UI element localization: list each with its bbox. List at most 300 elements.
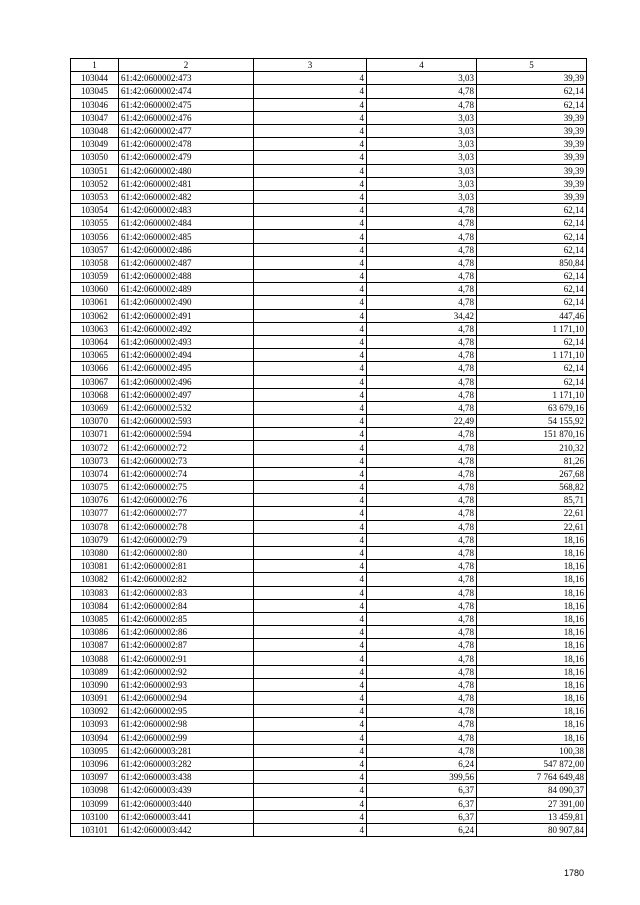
rate-cell: 4,78	[367, 481, 477, 494]
amount-cell: 18,16	[477, 652, 587, 665]
cadastral-number-cell: 61:42:0600002:77	[119, 507, 254, 520]
amount-cell: 62,14	[477, 270, 587, 283]
table-row	[71, 428, 587, 441]
row-number-cell: 103061	[71, 296, 119, 309]
rate-cell: 6,24	[367, 823, 477, 836]
cadastral-number-cell: 61:42:0600003:439	[119, 784, 254, 797]
category-cell: 4	[254, 72, 367, 85]
category-cell: 4	[254, 296, 367, 309]
row-number-cell: 103049	[71, 138, 119, 151]
rate-cell: 4,78	[367, 296, 477, 309]
category-cell: 4	[254, 810, 367, 823]
row-number-cell: 103096	[71, 757, 119, 770]
table-row	[71, 533, 587, 546]
row-number-cell: 103097	[71, 771, 119, 784]
category-cell: 4	[254, 375, 367, 388]
amount-cell: 80 907,84	[477, 823, 587, 836]
amount-cell: 39,39	[477, 72, 587, 85]
table-row	[71, 718, 587, 731]
rate-cell: 4,78	[367, 335, 477, 348]
table-row	[71, 98, 587, 111]
row-number-cell: 103051	[71, 164, 119, 177]
cadastral-number-cell: 61:42:0600002:532	[119, 401, 254, 414]
cadastral-number-cell: 61:42:0600002:80	[119, 546, 254, 559]
category-cell: 4	[254, 507, 367, 520]
amount-cell: 62,14	[477, 230, 587, 243]
category-cell: 4	[254, 744, 367, 757]
cadastral-number-cell: 61:42:0600002:497	[119, 388, 254, 401]
amount-cell: 22,61	[477, 520, 587, 533]
amount-cell: 18,16	[477, 731, 587, 744]
row-number-cell: 103076	[71, 494, 119, 507]
cadastral-number-cell: 61:42:0600002:477	[119, 124, 254, 137]
table-row	[71, 111, 587, 124]
category-cell: 4	[254, 256, 367, 269]
table-row	[71, 810, 587, 823]
row-number-cell: 103101	[71, 823, 119, 836]
category-cell: 4	[254, 401, 367, 414]
cadastral-number-cell: 61:42:0600002:482	[119, 190, 254, 203]
rate-cell: 4,78	[367, 217, 477, 230]
category-cell: 4	[254, 612, 367, 625]
category-cell: 4	[254, 138, 367, 151]
category-cell: 4	[254, 85, 367, 98]
row-number-cell: 103092	[71, 705, 119, 718]
amount-cell: 39,39	[477, 151, 587, 164]
amount-cell: 1 171,10	[477, 388, 587, 401]
table-row	[71, 705, 587, 718]
cadastral-number-cell: 61:42:0600002:480	[119, 164, 254, 177]
amount-cell: 39,39	[477, 138, 587, 151]
rate-cell: 4,78	[367, 230, 477, 243]
table-row	[71, 309, 587, 322]
cadastral-number-cell: 61:42:0600002:82	[119, 573, 254, 586]
cadastral-number-cell: 61:42:0600002:476	[119, 111, 254, 124]
amount-cell: 18,16	[477, 573, 587, 586]
cadastral-number-cell: 61:42:0600002:78	[119, 520, 254, 533]
table-row	[71, 322, 587, 335]
table-row	[71, 296, 587, 309]
amount-cell: 13 459,81	[477, 810, 587, 823]
category-cell: 4	[254, 692, 367, 705]
row-number-cell: 103088	[71, 652, 119, 665]
amount-cell: 850,84	[477, 256, 587, 269]
table-row	[71, 85, 587, 98]
cadastral-number-cell: 61:42:0600002:79	[119, 533, 254, 546]
category-cell: 4	[254, 98, 367, 111]
table-row	[71, 415, 587, 428]
table-row	[71, 190, 587, 203]
amount-cell: 62,14	[477, 375, 587, 388]
amount-cell: 62,14	[477, 243, 587, 256]
row-number-cell: 103094	[71, 731, 119, 744]
amount-cell: 7 764 649,48	[477, 771, 587, 784]
row-number-cell: 103052	[71, 177, 119, 190]
row-number-cell: 103048	[71, 124, 119, 137]
rate-cell: 4,78	[367, 362, 477, 375]
table-body	[71, 59, 587, 837]
rate-cell: 4,78	[367, 718, 477, 731]
category-cell: 4	[254, 428, 367, 441]
column-header: 5	[477, 59, 587, 72]
cadastral-number-cell: 61:42:0600002:486	[119, 243, 254, 256]
amount-cell: 18,16	[477, 639, 587, 652]
rate-cell: 4,78	[367, 731, 477, 744]
category-cell: 4	[254, 243, 367, 256]
category-cell: 4	[254, 204, 367, 217]
table-header-row	[71, 59, 587, 72]
category-cell: 4	[254, 784, 367, 797]
cadastral-number-cell: 61:42:0600002:95	[119, 705, 254, 718]
amount-cell: 62,14	[477, 98, 587, 111]
row-number-cell: 103074	[71, 467, 119, 480]
rate-cell: 3,03	[367, 72, 477, 85]
amount-cell: 18,16	[477, 665, 587, 678]
amount-cell: 39,39	[477, 190, 587, 203]
table-row	[71, 151, 587, 164]
row-number-cell: 103066	[71, 362, 119, 375]
column-header: 2	[119, 59, 254, 72]
row-number-cell: 103060	[71, 283, 119, 296]
rate-cell: 6,24	[367, 757, 477, 770]
rate-cell: 4,78	[367, 428, 477, 441]
cadastral-number-cell: 61:42:0600002:483	[119, 204, 254, 217]
row-number-cell: 103080	[71, 546, 119, 559]
category-cell: 4	[254, 520, 367, 533]
table-row	[71, 520, 587, 533]
category-cell: 4	[254, 415, 367, 428]
table-row	[71, 362, 587, 375]
row-number-cell: 103047	[71, 111, 119, 124]
table-row	[71, 757, 587, 770]
table-row	[71, 230, 587, 243]
cadastral-number-cell: 61:42:0600003:281	[119, 744, 254, 757]
table-row	[71, 731, 587, 744]
table-row	[71, 626, 587, 639]
category-cell: 4	[254, 362, 367, 375]
category-cell: 4	[254, 665, 367, 678]
category-cell: 4	[254, 757, 367, 770]
row-number-cell: 103056	[71, 230, 119, 243]
table-row	[71, 784, 587, 797]
rate-cell: 4,78	[367, 705, 477, 718]
table-row	[71, 388, 587, 401]
amount-cell: 62,14	[477, 335, 587, 348]
category-cell: 4	[254, 441, 367, 454]
table-row	[71, 639, 587, 652]
cadastral-number-cell: 61:42:0600002:75	[119, 481, 254, 494]
row-number-cell: 103044	[71, 72, 119, 85]
amount-cell: 18,16	[477, 599, 587, 612]
table-row	[71, 744, 587, 757]
rate-cell: 4,78	[367, 401, 477, 414]
table-row	[71, 573, 587, 586]
table-row	[71, 124, 587, 137]
amount-cell: 62,14	[477, 362, 587, 375]
rate-cell: 4,78	[367, 573, 477, 586]
category-cell: 4	[254, 678, 367, 691]
rate-cell: 4,78	[367, 283, 477, 296]
page-number: 1780	[563, 868, 584, 878]
cadastral-number-cell: 61:42:0600002:93	[119, 678, 254, 691]
cadastral-number-cell: 61:42:0600002:478	[119, 138, 254, 151]
amount-cell: 18,16	[477, 533, 587, 546]
cadastral-number-cell: 61:42:0600002:94	[119, 692, 254, 705]
category-cell: 4	[254, 349, 367, 362]
cadastral-number-cell: 61:42:0600002:74	[119, 467, 254, 480]
category-cell: 4	[254, 388, 367, 401]
row-number-cell: 103072	[71, 441, 119, 454]
column-header: 3	[254, 59, 367, 72]
cadastral-number-cell: 61:42:0600002:496	[119, 375, 254, 388]
rate-cell: 4,78	[367, 204, 477, 217]
category-cell: 4	[254, 652, 367, 665]
rate-cell: 4,78	[367, 467, 477, 480]
category-cell: 4	[254, 705, 367, 718]
category-cell: 4	[254, 177, 367, 190]
amount-cell: 62,14	[477, 296, 587, 309]
amount-cell: 210,32	[477, 441, 587, 454]
amount-cell: 1 171,10	[477, 349, 587, 362]
row-number-cell: 103053	[71, 190, 119, 203]
amount-cell: 18,16	[477, 560, 587, 573]
category-cell: 4	[254, 481, 367, 494]
amount-cell: 18,16	[477, 612, 587, 625]
rate-cell: 4,78	[367, 652, 477, 665]
row-number-cell: 103093	[71, 718, 119, 731]
table-row	[71, 283, 587, 296]
row-number-cell: 103082	[71, 573, 119, 586]
row-number-cell: 103100	[71, 810, 119, 823]
table-row	[71, 494, 587, 507]
data-table	[70, 58, 587, 837]
rate-cell: 4,78	[367, 85, 477, 98]
amount-cell: 39,39	[477, 111, 587, 124]
rate-cell: 4,78	[367, 533, 477, 546]
cadastral-number-cell: 61:42:0600002:490	[119, 296, 254, 309]
amount-cell: 84 090,37	[477, 784, 587, 797]
row-number-cell: 103095	[71, 744, 119, 757]
cadastral-number-cell: 61:42:0600002:99	[119, 731, 254, 744]
category-cell: 4	[254, 309, 367, 322]
amount-cell: 62,14	[477, 283, 587, 296]
category-cell: 4	[254, 335, 367, 348]
row-number-cell: 103045	[71, 85, 119, 98]
table-row	[71, 771, 587, 784]
row-number-cell: 103077	[71, 507, 119, 520]
amount-cell: 39,39	[477, 124, 587, 137]
cadastral-number-cell: 61:42:0600003:441	[119, 810, 254, 823]
rate-cell: 4,78	[367, 612, 477, 625]
row-number-cell: 103054	[71, 204, 119, 217]
row-number-cell: 103057	[71, 243, 119, 256]
cadastral-number-cell: 61:42:0600002:492	[119, 322, 254, 335]
amount-cell: 18,16	[477, 718, 587, 731]
amount-cell: 39,39	[477, 164, 587, 177]
row-number-cell: 103055	[71, 217, 119, 230]
table-row	[71, 467, 587, 480]
amount-cell: 85,71	[477, 494, 587, 507]
amount-cell: 18,16	[477, 678, 587, 691]
table-row	[71, 797, 587, 810]
amount-cell: 267,68	[477, 467, 587, 480]
row-number-cell: 103084	[71, 599, 119, 612]
cadastral-number-cell: 61:42:0600002:488	[119, 270, 254, 283]
rate-cell: 4,78	[367, 586, 477, 599]
rate-cell: 4,78	[367, 441, 477, 454]
amount-cell: 18,16	[477, 546, 587, 559]
table-row	[71, 665, 587, 678]
row-number-cell: 103099	[71, 797, 119, 810]
rate-cell: 4,78	[367, 349, 477, 362]
category-cell: 4	[254, 731, 367, 744]
amount-cell: 62,14	[477, 85, 587, 98]
rate-cell: 4,78	[367, 507, 477, 520]
cadastral-number-cell: 61:42:0600002:73	[119, 454, 254, 467]
table-row	[71, 678, 587, 691]
row-number-cell: 103081	[71, 560, 119, 573]
cadastral-number-cell: 61:42:0600002:84	[119, 599, 254, 612]
cadastral-number-cell: 61:42:0600002:473	[119, 72, 254, 85]
cadastral-number-cell: 61:42:0600002:81	[119, 560, 254, 573]
row-number-cell: 103059	[71, 270, 119, 283]
amount-cell: 568,82	[477, 481, 587, 494]
table-row	[71, 243, 587, 256]
table-row	[71, 375, 587, 388]
cadastral-number-cell: 61:42:0600003:282	[119, 757, 254, 770]
column-header: 4	[367, 59, 477, 72]
cadastral-number-cell: 61:42:0600002:85	[119, 612, 254, 625]
table-row	[71, 823, 587, 836]
rate-cell: 4,78	[367, 639, 477, 652]
table-row	[71, 652, 587, 665]
category-cell: 4	[254, 190, 367, 203]
amount-cell: 63 679,16	[477, 401, 587, 414]
cadastral-number-cell: 61:42:0600002:484	[119, 217, 254, 230]
category-cell: 4	[254, 797, 367, 810]
rate-cell: 4,78	[367, 546, 477, 559]
category-cell: 4	[254, 546, 367, 559]
table-row	[71, 692, 587, 705]
row-number-cell: 103078	[71, 520, 119, 533]
row-number-cell: 103069	[71, 401, 119, 414]
cadastral-number-cell: 61:42:0600002:87	[119, 639, 254, 652]
table-row	[71, 335, 587, 348]
rate-cell: 4,78	[367, 692, 477, 705]
row-number-cell: 103085	[71, 612, 119, 625]
table-row	[71, 256, 587, 269]
cadastral-number-cell: 61:42:0600003:438	[119, 771, 254, 784]
category-cell: 4	[254, 533, 367, 546]
table-row	[71, 586, 587, 599]
category-cell: 4	[254, 599, 367, 612]
rate-cell: 3,03	[367, 177, 477, 190]
cadastral-number-cell: 61:42:0600003:440	[119, 797, 254, 810]
rate-cell: 6,37	[367, 810, 477, 823]
table-row	[71, 349, 587, 362]
category-cell: 4	[254, 560, 367, 573]
row-number-cell: 103046	[71, 98, 119, 111]
rate-cell: 4,78	[367, 322, 477, 335]
rate-cell: 4,78	[367, 270, 477, 283]
rate-cell: 4,78	[367, 494, 477, 507]
rate-cell: 4,78	[367, 744, 477, 757]
category-cell: 4	[254, 823, 367, 836]
row-number-cell: 103071	[71, 428, 119, 441]
table-row	[71, 401, 587, 414]
cadastral-number-cell: 61:42:0600002:474	[119, 85, 254, 98]
amount-cell: 151 870,16	[477, 428, 587, 441]
amount-cell: 39,39	[477, 177, 587, 190]
cadastral-number-cell: 61:42:0600002:91	[119, 652, 254, 665]
row-number-cell: 103070	[71, 415, 119, 428]
category-cell: 4	[254, 771, 367, 784]
rate-cell: 4,78	[367, 454, 477, 467]
row-number-cell: 103079	[71, 533, 119, 546]
rate-cell: 4,78	[367, 665, 477, 678]
category-cell: 4	[254, 494, 367, 507]
rate-cell: 4,78	[367, 678, 477, 691]
table-row	[71, 204, 587, 217]
rate-cell: 3,03	[367, 138, 477, 151]
cadastral-number-cell: 61:42:0600002:72	[119, 441, 254, 454]
row-number-cell: 103068	[71, 388, 119, 401]
cadastral-number-cell: 61:42:0600002:494	[119, 349, 254, 362]
row-number-cell: 103064	[71, 335, 119, 348]
amount-cell: 447,46	[477, 309, 587, 322]
category-cell: 4	[254, 111, 367, 124]
table-row	[71, 507, 587, 520]
rate-cell: 4,78	[367, 388, 477, 401]
category-cell: 4	[254, 151, 367, 164]
cadastral-number-cell: 61:42:0600002:491	[119, 309, 254, 322]
cadastral-number-cell: 61:42:0600002:493	[119, 335, 254, 348]
category-cell: 4	[254, 639, 367, 652]
category-cell: 4	[254, 283, 367, 296]
cadastral-number-cell: 61:42:0600003:442	[119, 823, 254, 836]
amount-cell: 18,16	[477, 586, 587, 599]
row-number-cell: 103091	[71, 692, 119, 705]
amount-cell: 22,61	[477, 507, 587, 520]
rate-cell: 399,56	[367, 771, 477, 784]
category-cell: 4	[254, 124, 367, 137]
amount-cell: 18,16	[477, 692, 587, 705]
cadastral-number-cell: 61:42:0600002:475	[119, 98, 254, 111]
amount-cell: 62,14	[477, 204, 587, 217]
table-row	[71, 454, 587, 467]
cadastral-number-cell: 61:42:0600002:479	[119, 151, 254, 164]
category-cell: 4	[254, 467, 367, 480]
row-number-cell: 103086	[71, 626, 119, 639]
table-row	[71, 177, 587, 190]
row-number-cell: 103050	[71, 151, 119, 164]
row-number-cell: 103083	[71, 586, 119, 599]
rate-cell: 3,03	[367, 124, 477, 137]
table-row	[71, 270, 587, 283]
amount-cell: 1 171,10	[477, 322, 587, 335]
rate-cell: 4,78	[367, 560, 477, 573]
row-number-cell: 103098	[71, 784, 119, 797]
table-row	[71, 612, 587, 625]
table-row	[71, 217, 587, 230]
table-row	[71, 441, 587, 454]
rate-cell: 4,78	[367, 375, 477, 388]
cadastral-number-cell: 61:42:0600002:489	[119, 283, 254, 296]
category-cell: 4	[254, 626, 367, 639]
amount-cell: 62,14	[477, 217, 587, 230]
row-number-cell: 103087	[71, 639, 119, 652]
amount-cell: 54 155,92	[477, 415, 587, 428]
